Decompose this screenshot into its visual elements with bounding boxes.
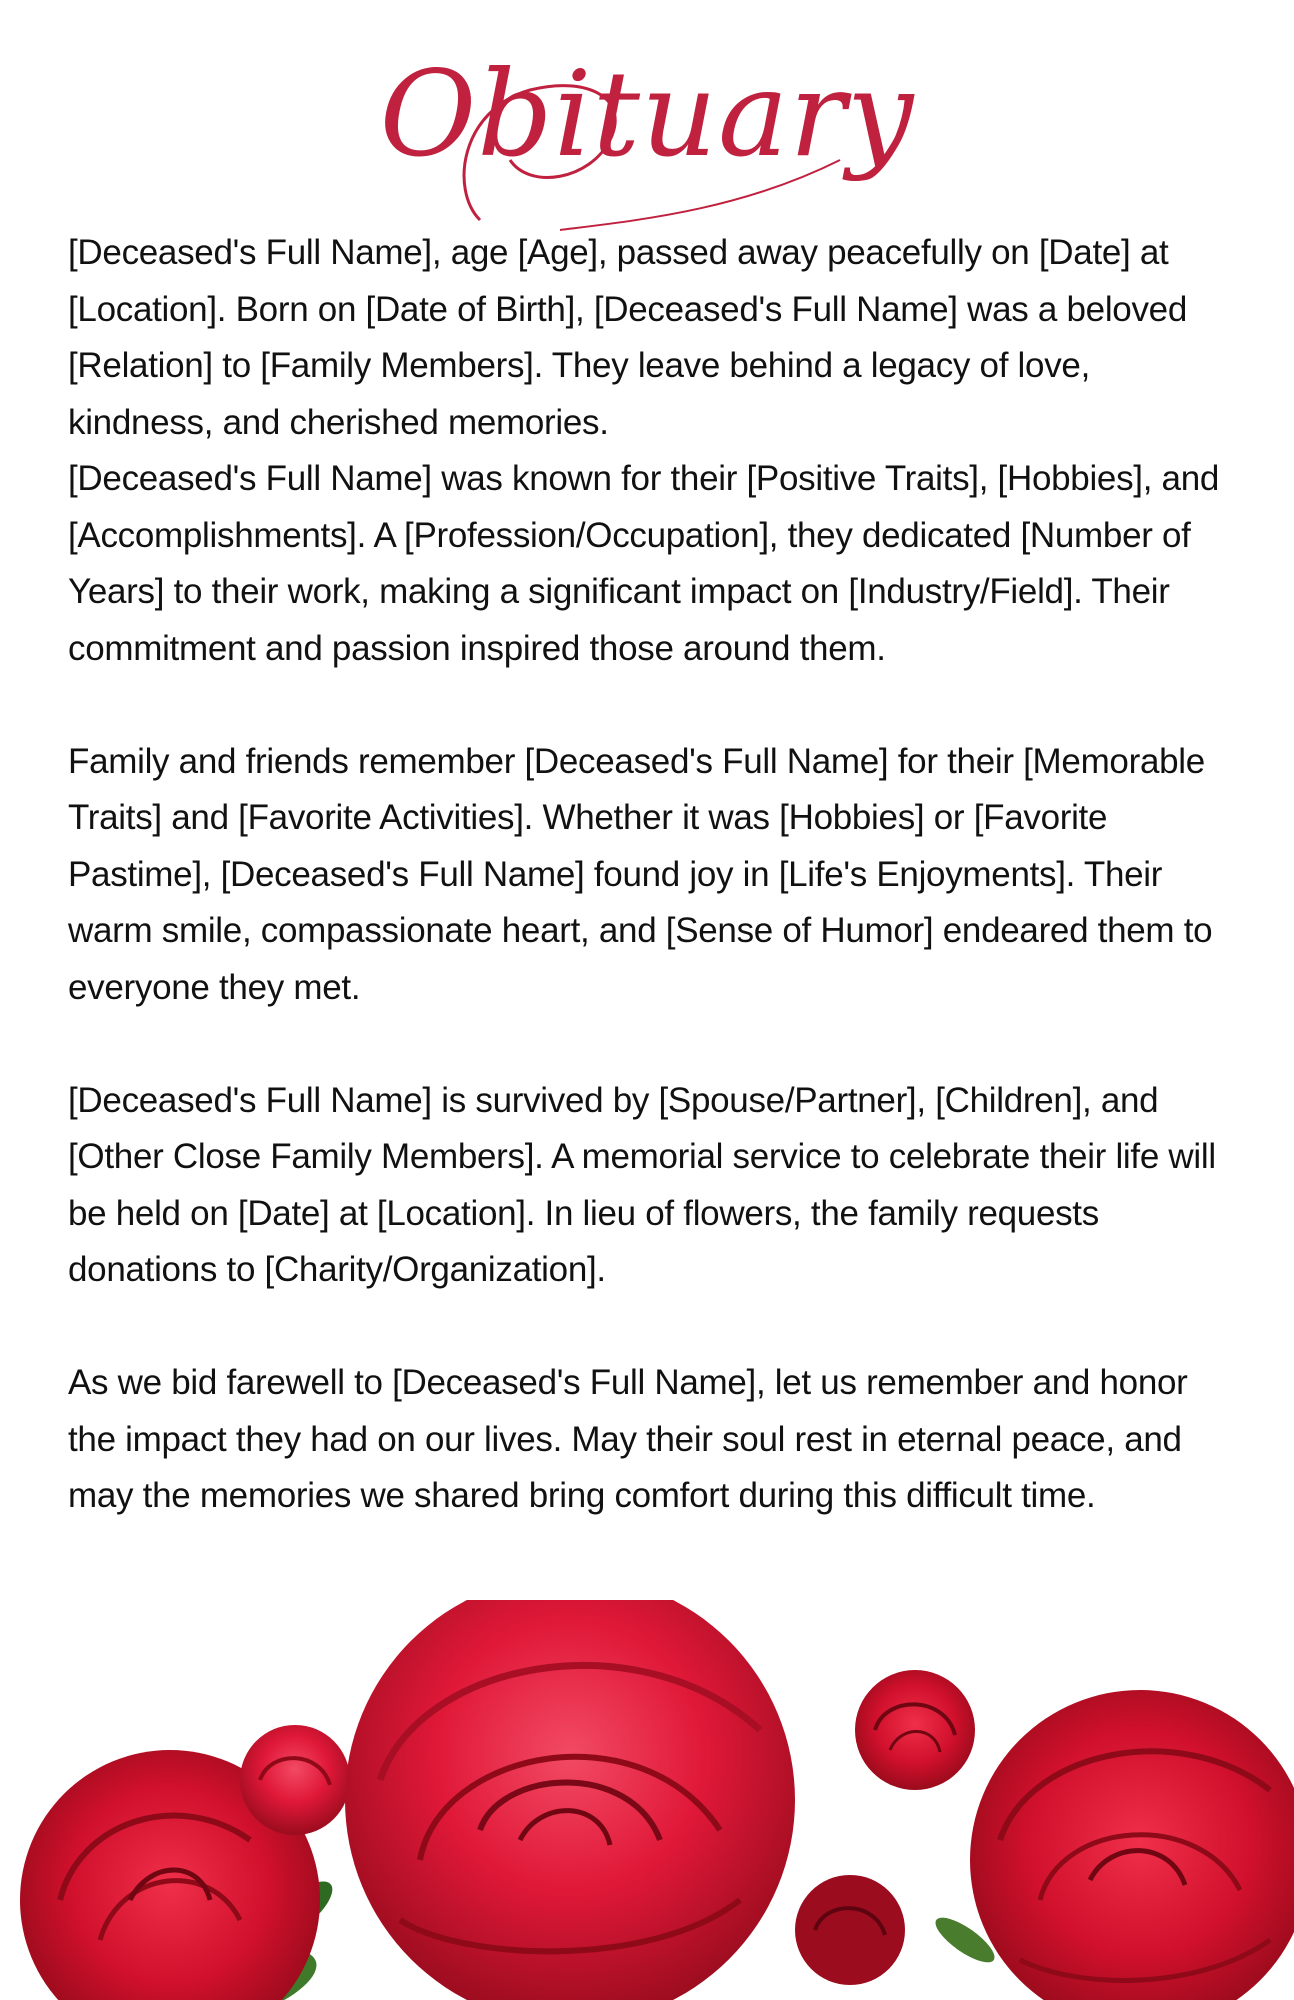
paragraph-remembrance: Family and friends remember [Deceased's Full Name] for their [Memorable Traits] and [Favorite Activities]. Whether it was [Hobbies] or [Favorite Pastime], [Deceased's Full Name] found joy in [Life's Enjoyments]. Their warm smile, compassionate heart, and [Sense of Humor] endeared them to everyone they met. <box>68 741 1213 1007</box>
paragraph-farewell: As we bid farewell to [Deceased's Full Name], let us remember and honor the impact they had on our lives. May their soul rest in eternal peace, and may the memories we shared bring comfort during this difficult time. <box>68 1363 1188 1515</box>
obituary-body <box>68 225 1243 1525</box>
paragraph-intro: [Deceased's Full Name], age [Age], passed away peacefully on [Date] at [Location]. Born on [Date of Birth], [Deceased's Full Name] was a beloved [Relation] to [Family Members]. They leave behind a legacy of love, kindness, and cherished memories. <box>68 233 1187 442</box>
rose-right <box>970 1690 1294 2000</box>
roses-footer-image <box>0 1600 1294 2000</box>
paragraph-career: [Deceased's Full Name] was known for their [Positive Traits], [Hobbies], and [Accomplishments]. A [Profession/Occupation], they dedicated [Number of Years] to their work, making a significant impact on [Industry/Field]. Their commitment and passion inspired those around them. <box>68 459 1220 668</box>
rose-left-small <box>240 1725 350 1835</box>
rose-dark <box>795 1875 905 1985</box>
paragraph-survivors: [Deceased's Full Name] is survived by [Spouse/Partner], [Children], and [Other Close Family Members]. A memorial service to celebrate their life will be held on [Date] at [Location]. In lieu of flowers, the family requests donations to [Charity/Organization]. <box>68 1080 1216 1289</box>
document-title: Obituary <box>379 45 915 183</box>
rose-center <box>345 1600 795 2000</box>
rose-bud <box>855 1670 975 1790</box>
